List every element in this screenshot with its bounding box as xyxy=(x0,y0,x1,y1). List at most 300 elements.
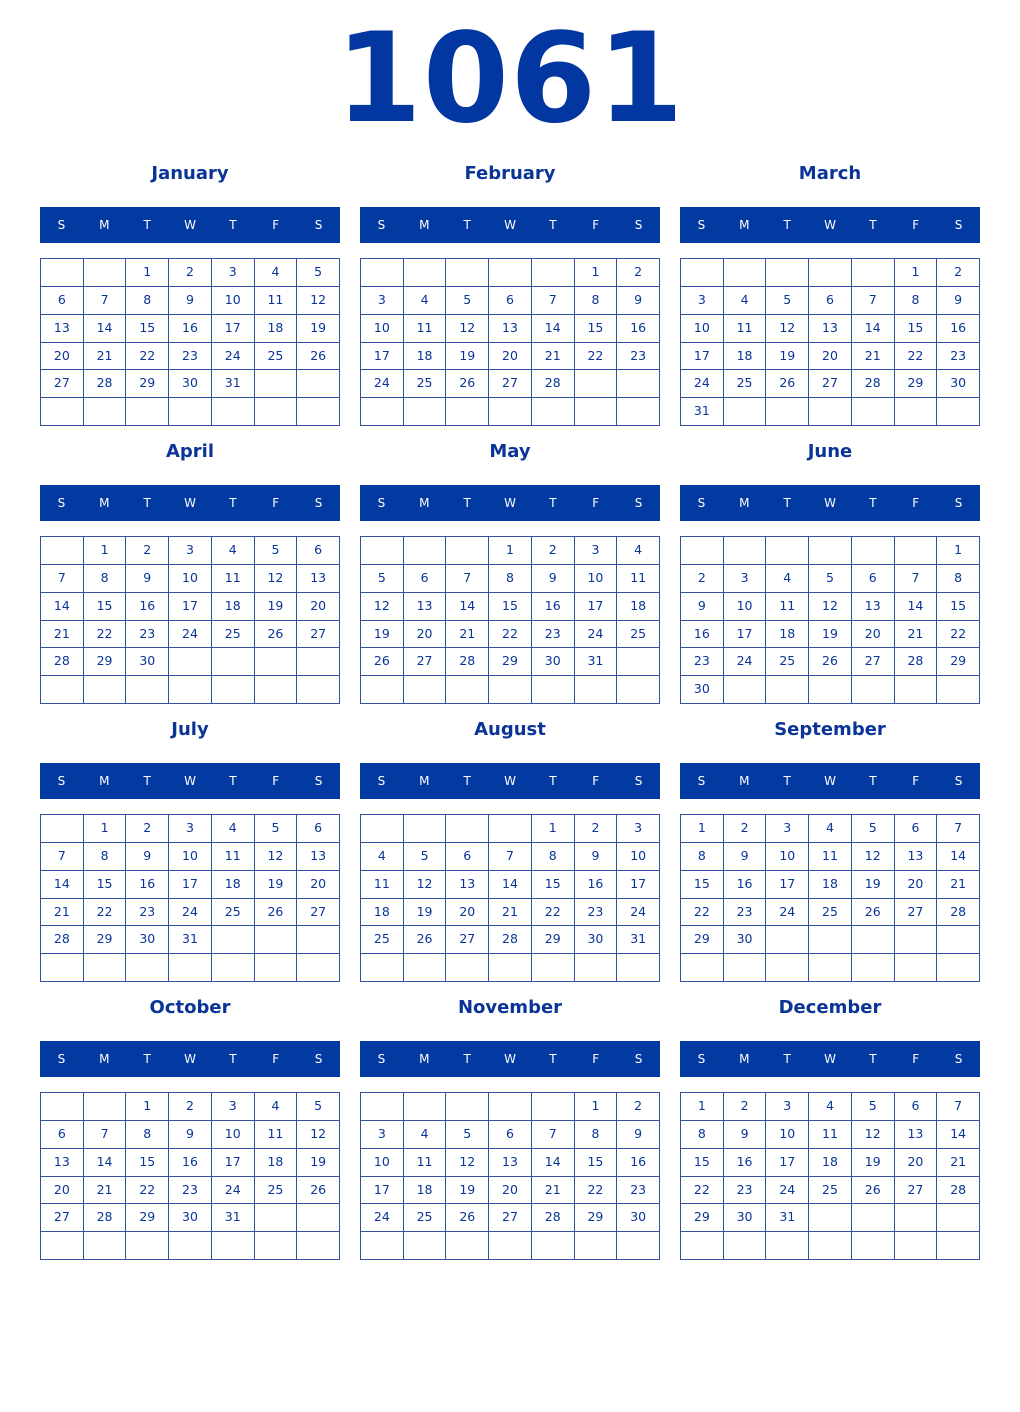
day-cell xyxy=(766,1232,809,1260)
day-cell: 22 xyxy=(126,343,169,371)
day-cell: 22 xyxy=(84,899,127,927)
weekday-label: M xyxy=(419,496,430,510)
day-cell: 18 xyxy=(724,343,767,371)
day-cell xyxy=(809,954,852,982)
day-cell xyxy=(404,676,447,704)
day-cell: 29 xyxy=(575,1204,618,1232)
day-cell: 12 xyxy=(297,287,340,315)
day-cell xyxy=(575,954,618,982)
month-title: July xyxy=(171,719,209,740)
day-cell xyxy=(489,815,532,843)
day-cell: 2 xyxy=(169,1093,212,1121)
weekday-label: F xyxy=(592,218,600,232)
day-cell: 10 xyxy=(617,843,660,871)
weekday-label: S xyxy=(697,496,706,510)
day-cell: 16 xyxy=(126,593,169,621)
day-grid xyxy=(360,536,660,704)
day-cell xyxy=(575,398,618,426)
day-cell: 21 xyxy=(937,1149,980,1177)
day-cell: 22 xyxy=(937,621,980,649)
day-cell: 6 xyxy=(809,287,852,315)
day-cell xyxy=(446,954,489,982)
day-cell: 12 xyxy=(361,593,404,621)
day-cell: 5 xyxy=(809,565,852,593)
day-cell: 23 xyxy=(126,899,169,927)
day-cell: 22 xyxy=(575,1177,618,1205)
day-cell: 14 xyxy=(41,593,84,621)
weekday-label: S xyxy=(697,774,706,788)
day-cell xyxy=(852,954,895,982)
day-cell xyxy=(446,1232,489,1260)
day-cell: 4 xyxy=(255,1093,298,1121)
day-cell xyxy=(724,537,767,565)
day-cell xyxy=(489,259,532,287)
day-cell: 25 xyxy=(212,621,255,649)
day-cell xyxy=(532,1093,575,1121)
day-cell xyxy=(724,398,767,426)
day-cell: 21 xyxy=(532,343,575,371)
day-cell: 13 xyxy=(809,315,852,343)
day-cell: 10 xyxy=(169,843,212,871)
weekday-header xyxy=(40,763,340,799)
day-cell: 27 xyxy=(404,648,447,676)
day-cell xyxy=(489,954,532,982)
weekday-label: M xyxy=(99,496,110,510)
weekday-label: S xyxy=(377,774,386,788)
day-cell: 20 xyxy=(489,343,532,371)
day-cell xyxy=(895,398,938,426)
day-cell: 4 xyxy=(809,1093,852,1121)
weekday-label: T xyxy=(463,1052,471,1066)
day-cell: 29 xyxy=(84,926,127,954)
day-cell: 27 xyxy=(852,648,895,676)
day-cell: 4 xyxy=(617,537,660,565)
day-cell: 1 xyxy=(681,815,724,843)
day-cell xyxy=(361,815,404,843)
weekday-header xyxy=(40,207,340,243)
day-cell xyxy=(297,648,340,676)
day-cell: 23 xyxy=(617,1177,660,1205)
weekday-label: W xyxy=(504,496,516,510)
day-cell: 14 xyxy=(84,1149,127,1177)
day-cell: 22 xyxy=(895,343,938,371)
day-cell xyxy=(809,1232,852,1260)
day-cell: 26 xyxy=(446,370,489,398)
day-cell: 31 xyxy=(169,926,212,954)
day-cell xyxy=(255,954,298,982)
day-cell: 20 xyxy=(852,621,895,649)
day-cell: 17 xyxy=(169,871,212,899)
day-cell: 8 xyxy=(532,843,575,871)
day-cell: 3 xyxy=(617,815,660,843)
weekday-label: T xyxy=(229,1052,237,1066)
day-cell: 9 xyxy=(126,843,169,871)
weekday-header xyxy=(680,485,980,521)
day-cell xyxy=(681,259,724,287)
day-cell: 25 xyxy=(404,1204,447,1232)
day-cell: 7 xyxy=(446,565,489,593)
day-cell: 14 xyxy=(937,843,980,871)
day-cell xyxy=(617,370,660,398)
day-cell: 2 xyxy=(126,537,169,565)
day-cell: 12 xyxy=(446,315,489,343)
day-cell xyxy=(126,676,169,704)
day-cell: 6 xyxy=(895,1093,938,1121)
day-grid xyxy=(40,814,340,982)
day-cell: 12 xyxy=(766,315,809,343)
day-cell: 8 xyxy=(937,565,980,593)
day-cell: 10 xyxy=(361,1149,404,1177)
day-cell: 29 xyxy=(489,648,532,676)
day-grid xyxy=(40,1092,340,1260)
day-cell: 31 xyxy=(766,1204,809,1232)
day-cell: 14 xyxy=(895,593,938,621)
day-cell: 2 xyxy=(681,565,724,593)
day-cell: 16 xyxy=(617,1149,660,1177)
day-cell: 15 xyxy=(895,315,938,343)
day-cell: 23 xyxy=(617,343,660,371)
day-cell xyxy=(681,1232,724,1260)
day-cell xyxy=(404,1093,447,1121)
day-cell: 9 xyxy=(937,287,980,315)
day-cell: 24 xyxy=(361,370,404,398)
weekday-label: S xyxy=(314,1052,323,1066)
day-cell xyxy=(361,1093,404,1121)
day-cell: 12 xyxy=(255,565,298,593)
month-title: March xyxy=(798,163,862,184)
day-cell: 18 xyxy=(809,871,852,899)
day-cell xyxy=(255,1204,298,1232)
month-title: December xyxy=(778,997,882,1018)
day-cell: 14 xyxy=(937,1121,980,1149)
day-cell: 30 xyxy=(724,1204,767,1232)
day-cell: 19 xyxy=(446,343,489,371)
day-cell: 28 xyxy=(41,648,84,676)
day-cell: 29 xyxy=(126,1204,169,1232)
day-cell: 30 xyxy=(937,370,980,398)
weekday-label: T xyxy=(463,774,471,788)
day-cell: 28 xyxy=(532,370,575,398)
weekday-label: S xyxy=(314,218,323,232)
day-cell: 26 xyxy=(297,1177,340,1205)
day-cell xyxy=(255,676,298,704)
day-cell: 12 xyxy=(297,1121,340,1149)
weekday-label: F xyxy=(272,1052,280,1066)
day-cell: 9 xyxy=(617,287,660,315)
day-cell: 3 xyxy=(212,259,255,287)
weekday-label: W xyxy=(184,496,196,510)
day-cell: 20 xyxy=(404,621,447,649)
day-cell: 25 xyxy=(724,370,767,398)
day-cell: 30 xyxy=(681,676,724,704)
day-cell: 25 xyxy=(361,926,404,954)
day-cell xyxy=(766,954,809,982)
day-cell: 10 xyxy=(361,315,404,343)
weekday-label: M xyxy=(739,496,750,510)
day-cell: 30 xyxy=(126,926,169,954)
weekday-label: T xyxy=(143,496,151,510)
day-cell: 27 xyxy=(895,1177,938,1205)
day-cell: 24 xyxy=(617,899,660,927)
day-cell: 29 xyxy=(681,1204,724,1232)
day-cell: 2 xyxy=(937,259,980,287)
weekday-label: T xyxy=(869,496,877,510)
weekday-label: F xyxy=(592,774,600,788)
day-cell xyxy=(361,398,404,426)
day-cell xyxy=(41,1093,84,1121)
day-cell xyxy=(852,926,895,954)
day-cell: 2 xyxy=(575,815,618,843)
day-cell: 26 xyxy=(255,621,298,649)
day-cell xyxy=(446,259,489,287)
day-cell xyxy=(297,370,340,398)
weekday-label: S xyxy=(954,496,963,510)
day-cell: 25 xyxy=(255,1177,298,1205)
day-cell xyxy=(404,954,447,982)
weekday-label: S xyxy=(634,496,643,510)
weekday-label: T xyxy=(869,774,877,788)
day-cell xyxy=(532,676,575,704)
day-cell xyxy=(212,954,255,982)
day-cell: 27 xyxy=(489,370,532,398)
day-cell xyxy=(84,398,127,426)
day-cell: 3 xyxy=(212,1093,255,1121)
weekday-label: T xyxy=(869,1052,877,1066)
day-cell: 3 xyxy=(575,537,618,565)
day-cell xyxy=(937,954,980,982)
day-cell: 12 xyxy=(852,1121,895,1149)
day-cell: 26 xyxy=(255,899,298,927)
weekday-label: M xyxy=(739,1052,750,1066)
day-cell: 19 xyxy=(766,343,809,371)
weekday-label: M xyxy=(419,774,430,788)
day-cell: 14 xyxy=(84,315,127,343)
day-cell: 26 xyxy=(361,648,404,676)
weekday-label: T xyxy=(143,218,151,232)
day-cell: 27 xyxy=(41,370,84,398)
day-cell xyxy=(361,954,404,982)
weekday-label: M xyxy=(419,218,430,232)
day-cell: 16 xyxy=(617,315,660,343)
day-cell xyxy=(297,398,340,426)
day-cell: 24 xyxy=(169,621,212,649)
day-cell xyxy=(404,1232,447,1260)
day-cell: 3 xyxy=(361,1121,404,1149)
day-cell: 26 xyxy=(809,648,852,676)
weekday-label: T xyxy=(229,496,237,510)
day-cell: 21 xyxy=(852,343,895,371)
day-cell: 6 xyxy=(297,815,340,843)
day-cell: 3 xyxy=(169,537,212,565)
day-cell: 10 xyxy=(212,287,255,315)
day-cell: 25 xyxy=(766,648,809,676)
day-cell: 15 xyxy=(937,593,980,621)
day-cell: 11 xyxy=(212,843,255,871)
day-cell xyxy=(255,926,298,954)
day-cell xyxy=(255,398,298,426)
day-cell: 16 xyxy=(575,871,618,899)
weekday-label: T xyxy=(229,774,237,788)
day-cell xyxy=(255,1232,298,1260)
day-grid xyxy=(40,258,340,426)
day-cell: 26 xyxy=(852,1177,895,1205)
day-cell: 22 xyxy=(681,899,724,927)
day-cell xyxy=(724,1232,767,1260)
day-cell: 23 xyxy=(126,621,169,649)
day-cell: 16 xyxy=(937,315,980,343)
day-cell: 1 xyxy=(532,815,575,843)
day-cell: 24 xyxy=(766,1177,809,1205)
day-cell xyxy=(361,259,404,287)
day-cell xyxy=(361,676,404,704)
weekday-label: S xyxy=(697,218,706,232)
day-cell xyxy=(766,398,809,426)
day-cell xyxy=(617,1232,660,1260)
day-cell: 5 xyxy=(766,287,809,315)
day-cell: 13 xyxy=(446,871,489,899)
weekday-label: W xyxy=(824,1052,836,1066)
weekday-label: S xyxy=(954,218,963,232)
day-cell: 20 xyxy=(446,899,489,927)
day-cell: 24 xyxy=(212,343,255,371)
day-cell: 8 xyxy=(126,1121,169,1149)
day-cell: 11 xyxy=(255,1121,298,1149)
day-cell: 29 xyxy=(126,370,169,398)
weekday-header xyxy=(40,485,340,521)
day-cell: 27 xyxy=(41,1204,84,1232)
day-cell xyxy=(489,1232,532,1260)
month-title: September xyxy=(774,719,886,740)
weekday-header xyxy=(360,1041,660,1077)
day-cell: 6 xyxy=(489,1121,532,1149)
day-cell: 20 xyxy=(297,871,340,899)
day-cell xyxy=(532,954,575,982)
weekday-label: M xyxy=(99,218,110,232)
day-cell: 18 xyxy=(766,621,809,649)
day-cell xyxy=(446,676,489,704)
day-cell: 10 xyxy=(212,1121,255,1149)
day-cell xyxy=(404,537,447,565)
day-cell: 28 xyxy=(489,926,532,954)
day-cell: 28 xyxy=(84,1204,127,1232)
day-cell: 30 xyxy=(126,648,169,676)
day-cell: 21 xyxy=(532,1177,575,1205)
day-cell: 20 xyxy=(297,593,340,621)
day-cell: 16 xyxy=(169,315,212,343)
day-cell xyxy=(297,676,340,704)
day-cell: 31 xyxy=(617,926,660,954)
day-cell: 5 xyxy=(255,537,298,565)
day-cell: 24 xyxy=(361,1204,404,1232)
day-cell xyxy=(212,398,255,426)
day-cell: 22 xyxy=(126,1177,169,1205)
day-cell: 9 xyxy=(126,565,169,593)
weekday-label: W xyxy=(184,218,196,232)
day-cell xyxy=(41,954,84,982)
weekday-label: M xyxy=(99,1052,110,1066)
weekday-label: S xyxy=(377,1052,386,1066)
day-cell: 18 xyxy=(212,871,255,899)
day-cell: 9 xyxy=(724,1121,767,1149)
day-cell: 19 xyxy=(297,1149,340,1177)
day-cell xyxy=(169,676,212,704)
day-cell: 17 xyxy=(575,593,618,621)
day-cell: 28 xyxy=(41,926,84,954)
day-cell: 27 xyxy=(446,926,489,954)
day-cell: 23 xyxy=(575,899,618,927)
day-cell xyxy=(41,259,84,287)
day-cell: 14 xyxy=(532,1149,575,1177)
day-cell: 6 xyxy=(41,1121,84,1149)
day-cell: 15 xyxy=(575,315,618,343)
weekday-header xyxy=(680,1041,980,1077)
day-cell: 9 xyxy=(169,287,212,315)
day-cell: 2 xyxy=(724,815,767,843)
day-cell: 5 xyxy=(446,287,489,315)
weekday-label: S xyxy=(634,218,643,232)
day-cell xyxy=(895,926,938,954)
day-cell: 4 xyxy=(809,815,852,843)
day-cell xyxy=(532,259,575,287)
day-cell: 3 xyxy=(766,815,809,843)
day-cell: 4 xyxy=(361,843,404,871)
day-cell xyxy=(489,398,532,426)
day-cell xyxy=(41,1232,84,1260)
day-cell: 1 xyxy=(681,1093,724,1121)
weekday-label: W xyxy=(824,774,836,788)
weekday-label: F xyxy=(912,774,920,788)
day-cell xyxy=(724,259,767,287)
year-title: 1061 xyxy=(335,7,685,151)
day-cell: 17 xyxy=(766,871,809,899)
day-cell: 17 xyxy=(212,315,255,343)
day-cell xyxy=(169,1232,212,1260)
day-cell: 13 xyxy=(895,843,938,871)
day-cell xyxy=(84,676,127,704)
day-cell: 28 xyxy=(84,370,127,398)
day-cell: 18 xyxy=(361,899,404,927)
day-cell: 8 xyxy=(575,287,618,315)
weekday-label: F xyxy=(912,1052,920,1066)
weekday-label: S xyxy=(377,218,386,232)
day-cell: 14 xyxy=(41,871,84,899)
day-cell xyxy=(126,1232,169,1260)
day-cell: 18 xyxy=(404,1177,447,1205)
weekday-label: W xyxy=(184,774,196,788)
day-cell xyxy=(169,954,212,982)
day-cell: 24 xyxy=(212,1177,255,1205)
day-cell: 3 xyxy=(169,815,212,843)
day-cell: 4 xyxy=(212,815,255,843)
month-title: January xyxy=(151,163,229,184)
weekday-header xyxy=(360,485,660,521)
day-cell: 19 xyxy=(446,1177,489,1205)
day-cell: 14 xyxy=(852,315,895,343)
weekday-label: M xyxy=(419,1052,430,1066)
day-cell: 1 xyxy=(575,259,618,287)
day-cell: 26 xyxy=(404,926,447,954)
day-cell: 25 xyxy=(617,621,660,649)
day-cell xyxy=(809,1204,852,1232)
day-cell xyxy=(766,259,809,287)
day-cell: 5 xyxy=(852,1093,895,1121)
weekday-label: F xyxy=(912,496,920,510)
month-title: February xyxy=(464,163,556,184)
day-cell: 18 xyxy=(255,1149,298,1177)
day-cell: 1 xyxy=(126,1093,169,1121)
day-cell xyxy=(617,954,660,982)
weekday-label: T xyxy=(783,1052,791,1066)
